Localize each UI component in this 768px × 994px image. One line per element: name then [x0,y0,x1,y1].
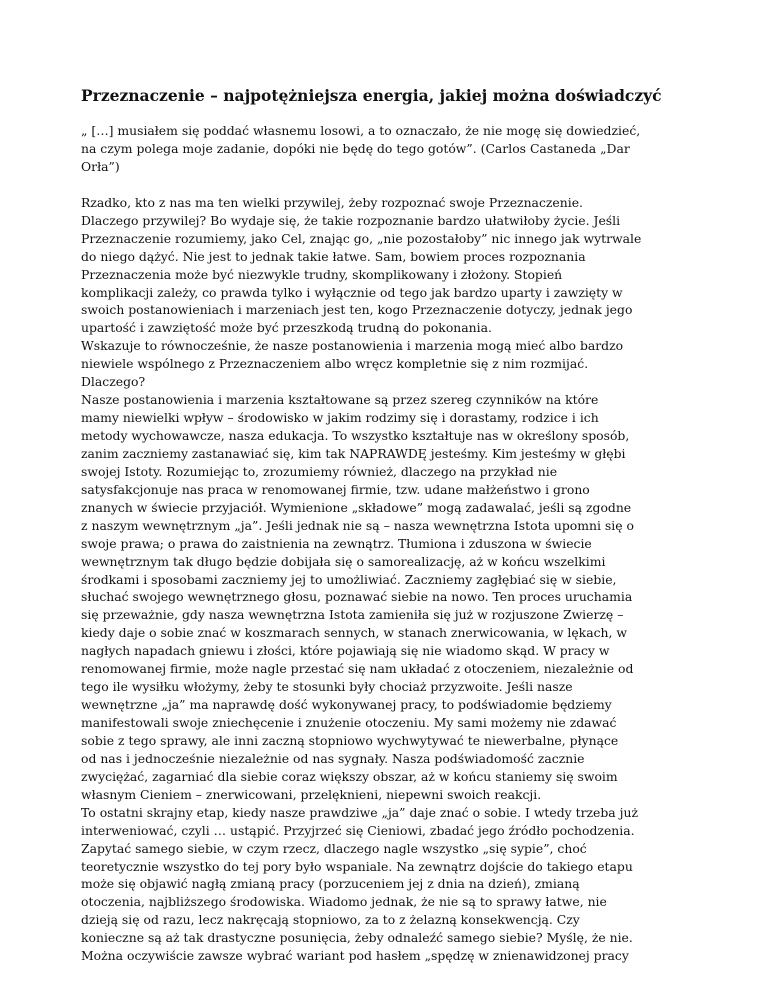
body-line: manifestowali swoje zniechęcenie i znużenie otoczeniu. My sami możemy nie zdawać [81,715,617,730]
body-line: z naszym wewnętrznym „ja”. Jeśli jednak nie są – nasza wewnętrzna Istota upomni się o [81,517,634,533]
quote-line: Orła”) [81,158,120,174]
body-line: renomowanej firmie, może nagle przestać się nam układać z otoczeniem, niezależnie od [81,661,634,677]
body-line: Przeznaczenia może być niezwykle trudny, skomplikowany i złożony. Stopień [81,266,563,282]
body-line: się przeważnie, gdy nasza wewnętrzna Istota zamieniła się już w rozjuszone Zwierzę – [81,607,624,623]
body-line: zwyciężać, zagarniać dla siebie coraz większy obszar, aż w końcu staniemy się swoim [81,768,618,784]
body-line: swojej Istoty. Rozumiejąc to, zrozumiemy również, dlaczego na przykład nie [81,463,558,479]
body-line: upartość i zawziętość może być przeszkodą trudną do pokonania. [81,320,492,336]
body-line: wewnętrzne „ja” ma naprawdę dość wykonywanej pracy, to podświadomie będziemy [81,697,612,713]
body-line: interweniować, czyli … ustąpić. Przyjrzeć się Cieniowi, zbadać jego źródło pochodzenia. [81,822,635,838]
body-line: sobie z tego sprawy, ale inni zaczną stopniowo wychwytywać te niewerbalne, płynące [81,732,619,748]
document-page [81,86,711,965]
body-line: satysfakcjonuje nas praca w renomowanej firmie, tzw. udane małżeństwo i grono [81,481,590,497]
body-line: Dlaczego przywilej? Bo wydaje się, że takie rozpoznanie bardzo ułatwiłoby życie. Jeśli [81,212,621,228]
body-line: To ostatni skrajny etap, kiedy nasze prawdziwe „ja” daje znać o sobie. I wtedy trzeba już [81,804,638,820]
paragraph-gap [81,176,711,194]
body-line: swoje prawa; o prawa do zaistnienia na zewnątrz. Tłumiona i zduszona w świecie [81,535,592,551]
body-line: Można oczywiście zawsze wybrać wariant pod hasłem „spędzę w znienawidzonej pracy [81,948,629,964]
body-line: konieczne są aż tak drastyczne posunięcia, żeby odnaleźć samego siebie? Myślę, że nie. [81,930,633,946]
body-line: środkami i sposobami zaczniemy jej to umożliwiać. Zaczniemy zagłębiać się w siebie, [81,571,617,587]
body-line: do niego dążyć. Nie jest to jednak takie łatwe. Sam, bowiem proces rozpoznania [81,248,586,264]
body-line: dzieją się od razu, lecz nakręcają stopniowo, za to z żelazną konsekwencją. Czy [81,912,580,928]
body-line: Zapytać samego siebie, w czym rzecz, dlaczego nagle wszystko „się sypie”, choć [81,840,587,856]
body-line: może się objawić nagłą zmianą pracy (porzuceniem jej z dnia na dzień), zmianą [81,876,580,892]
quote-line: „ […] musiałem się poddać własnemu losowi, a to oznaczało, że nie mogę się dowiedzieć, [81,123,641,138]
body-text [81,194,711,965]
body-line: własnym Cieniem – znerwicowani, przelęknieni, niepewni swoich reakcji. [81,786,542,802]
body-line: Dlaczego? [81,374,146,390]
body-line: znanych w świecie przyjaciół. Wymienione „składowe” mogą zadawalać, jeśli są zgodne [81,499,632,515]
body-line: kiedy daje o sobie znać w koszmarach sennych, w stanach znerwicowania, w lękach, w [81,625,627,641]
body-line: tego ile wysiłku włożymy, żeby te stosunki były chociaż przyzwoite. Jeśli nasze [81,679,573,695]
body-line: komplikacji zależy, co prawda tylko i wyłącznie od tego jak bardzo uparty i zawzięty w [81,284,623,300]
body-line: wewnętrznym tak długo będzie dobijała się o samorealizację, aż w końcu wszelkimi [81,553,606,569]
body-line: Rzadko, kto z nas ma ten wielki przywilej, żeby rozpoznać swoje Przeznaczenie. [81,194,583,210]
body-line: Wskazuje to równocześnie, że nasze postanowienia i marzenia mogą mieć albo bardzo [81,338,624,354]
body-line: swoich postanowieniach i marzeniach jest ten, kogo Przeznaczenie dotyczy, jednak jego [81,302,633,318]
body-line: otoczenia, najbliższego środowiska. Wiadomo jednak, że nie są to sprawy łatwe, nie [81,894,607,910]
body-line: teoretycznie wszystko do tej pory było wspaniale. Na zewnątrz dojście do takiego etapu [81,858,633,874]
body-line: niewiele wspólnego z Przeznaczeniem albo wręcz kompletnie się z nim rozmijać. [81,356,589,372]
body-line: mamy niewielki wpływ – środowisko w jakim rodzimy się i dorastamy, rodzice i ich [81,410,599,426]
body-line: słuchać swojego wewnętrznego głosu, poznawać siebie na nowo. Ten proces uruchamia [81,589,633,605]
body-line: Przeznaczenie rozumiemy, jako Cel, znając go, „nie pozostałoby” nic innego jak wytrwale [81,230,642,246]
body-line: nagłych napadach gniewu i złości, które pojawiają się nie wiadomo skąd. W pracy w [81,643,610,659]
quote-paragraph [81,122,711,176]
body-line: Nasze postanowienia i marzenia kształtowane są przez szereg czynników na które [81,392,599,408]
body-line: zanim zaczniemy zastanawiać się, kim tak NAPRAWDĘ jesteśmy. Kim jesteśmy w głębi [81,445,626,461]
document-title: Przeznaczenie – najpotężniejsza energia, jakiej można doświadczyć [81,86,662,105]
body-line: od nas i jednocześnie niezależnie od nas sygnały. Nasza podświadomość zacznie [81,750,585,766]
quote-line: na czym polega moje zadanie, dopóki nie będę do tego gotów”. (Carlos Castaneda „Dar [81,140,630,156]
body-line: metody wychowawcze, nasza edukacja. To wszystko kształtuje nas w określony sposób, [81,428,630,443]
